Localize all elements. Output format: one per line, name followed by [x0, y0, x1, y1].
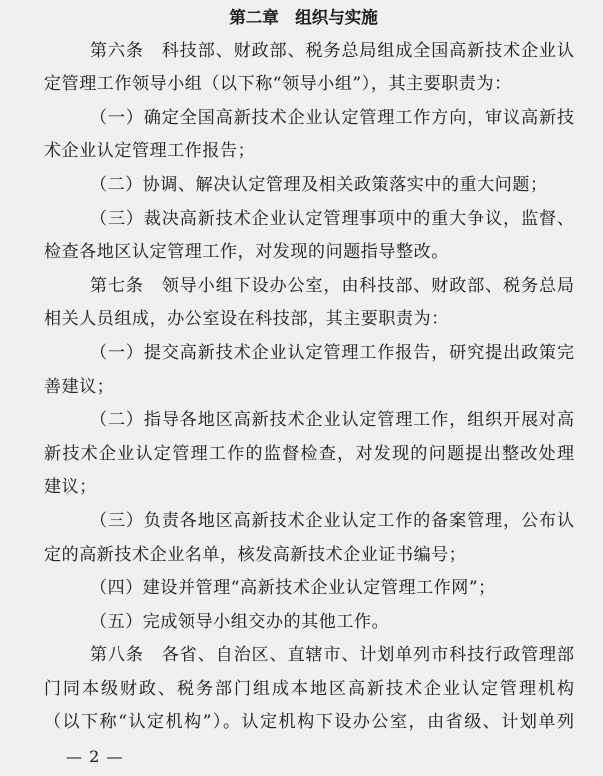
text-line: （一）提交高新技术企业认定管理工作报告，研究提出政策完 [90, 342, 574, 363]
text-line: 新技术企业认定管理工作的监督检查，对发现的问题提出整改处理 [44, 443, 574, 464]
text-line: 相关人员组成，办公室设在科技部，其主要职责为： [44, 309, 449, 330]
chapter-title: 第二章 组织与实施 [229, 8, 378, 27]
article-7-item-4 [44, 572, 574, 606]
article-7-item-5 [44, 606, 574, 640]
text-line: （三）裁决高新技术企业认定管理事项中的重大争议，监督、 [90, 208, 574, 229]
article-6-item-2 [44, 169, 574, 203]
article-8 [44, 639, 574, 740]
text-line: （以下称“认定机构”）。认定机构下设办公室，由省级、计划单列 [44, 712, 574, 733]
text-line: 定管理工作领导小组（以下称“领导小组”），其主要职责为： [44, 74, 512, 95]
article-7-item-3 [44, 505, 574, 572]
page-number: — 2 — [66, 747, 124, 767]
article-6-item-1 [44, 102, 574, 169]
article-7-item-1 [44, 337, 574, 404]
text-line: 第六条 科技部、财政部、税务总局组成全国高新技术企业认 [90, 40, 574, 61]
text-line: 善建议； [44, 376, 115, 397]
text-line: （四）建设并管理“高新技术企业认定管理工作网”； [90, 578, 496, 599]
document-body [44, 35, 574, 740]
article-7-item-2 [44, 404, 574, 505]
text-line: （三）负责各地区高新技术企业认定工作的备案管理，公布认 [90, 510, 574, 531]
text-line: 建议； [44, 477, 97, 498]
text-line: （五）完成领导小组交办的其他工作。 [90, 611, 390, 632]
text-line: （二）协调、解决认定管理及相关政策落实中的重大问题； [90, 174, 548, 195]
text-line: 定的高新技术企业名单，核发高新技术企业证书编号； [44, 544, 467, 565]
text-line: 第八条 各省、自治区、直辖市、计划单列市科技行政管理部 [90, 645, 574, 666]
text-line: 第七条 领导小组下设办公室，由科技部、财政部、税务总局 [90, 275, 574, 296]
article-7 [44, 270, 574, 337]
text-line: （一）确定全国高新技术企业认定管理工作方向，审议高新技 [90, 107, 574, 128]
text-line: 门同本级财政、税务部门组成本地区高新技术企业认定管理机构 [44, 678, 574, 699]
text-line: 术企业认定管理工作报告； [44, 141, 256, 162]
article-6 [44, 35, 574, 102]
text-line: （二）指导各地区高新技术企业认定管理工作，组织开展对高 [90, 410, 574, 431]
article-6-item-3 [44, 203, 574, 270]
text-line: 检查各地区认定管理工作，对发现的问题指导整改。 [44, 242, 449, 263]
